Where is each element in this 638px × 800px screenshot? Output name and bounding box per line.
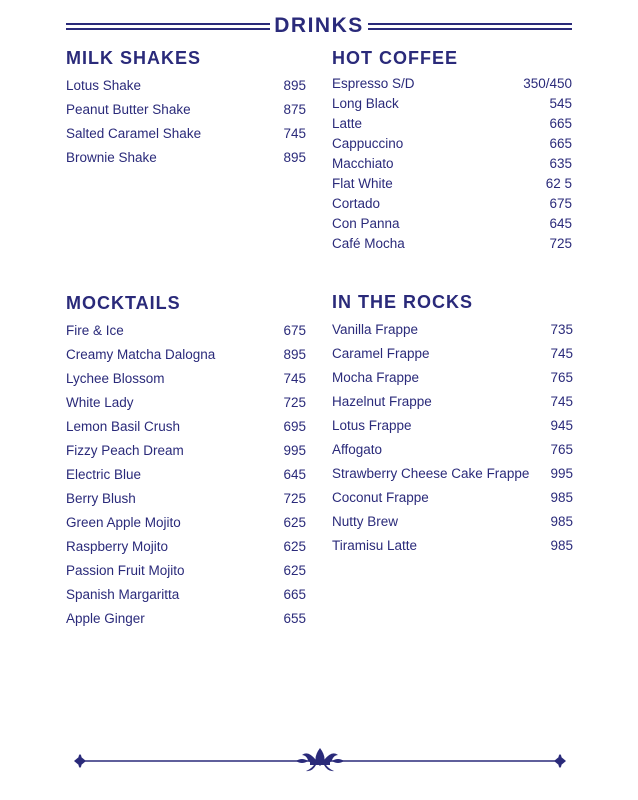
item-price: 725: [283, 395, 306, 410]
menu-item: [332, 194, 572, 214]
item-name: Lotus Shake: [66, 78, 142, 93]
item-price: 875: [283, 102, 306, 117]
menu-item: [66, 391, 306, 415]
item-name: Fire & Ice: [66, 323, 124, 338]
item-name: Long Black: [332, 96, 399, 111]
menu-item: [332, 366, 573, 390]
section-heading: IN THE ROCKS: [332, 292, 474, 312]
menu-item: [66, 98, 306, 122]
item-name: Coconut Frappe: [332, 490, 429, 505]
item-price: 645: [283, 467, 306, 482]
item-price: 350/450: [523, 76, 572, 91]
section-heading: MILK SHAKES: [66, 48, 202, 68]
item-name: Mocha Frappe: [332, 370, 420, 385]
item-list: [66, 319, 306, 631]
item-price: 655: [283, 611, 306, 626]
item-price: 725: [283, 491, 306, 506]
title-rule-left: [66, 23, 270, 30]
item-price: 665: [549, 116, 572, 131]
menu-item: [332, 318, 573, 342]
bottom-ornament: [70, 746, 570, 776]
menu-item: [332, 94, 572, 114]
item-price: 985: [550, 538, 573, 553]
item-price: 62 5: [545, 176, 572, 191]
menu-item: [332, 174, 572, 194]
item-name: Lotus Frappe: [332, 418, 412, 433]
item-price: 695: [283, 419, 306, 434]
item-name: Electric Blue: [66, 467, 142, 482]
item-name: Creamy Matcha Dalogna: [66, 347, 216, 362]
item-name: Macchiato: [332, 156, 394, 171]
menu-item: [332, 486, 573, 510]
item-name: Affogato: [332, 442, 383, 457]
section-hot-coffee: [332, 46, 572, 254]
menu-item: [66, 367, 306, 391]
menu-item: [66, 607, 306, 631]
item-price: 675: [283, 323, 306, 338]
menu-item: [66, 122, 306, 146]
title-row: [66, 14, 572, 40]
menu-item: [332, 462, 573, 486]
item-name: Tiramisu Latte: [332, 538, 418, 553]
item-name: Latte: [332, 116, 363, 131]
item-price: 665: [549, 136, 572, 151]
menu-item: [332, 438, 573, 462]
section-mocktails: [66, 291, 306, 631]
item-name: Spanish Margaritta: [66, 587, 180, 602]
item-list: [332, 318, 573, 558]
menu-item: [332, 414, 573, 438]
menu-item: [332, 390, 573, 414]
section-milk-shakes: [66, 46, 306, 170]
section-heading: MOCKTAILS: [66, 293, 181, 313]
item-price: 995: [550, 466, 573, 481]
item-price: 545: [549, 96, 572, 111]
menu-item: [66, 535, 306, 559]
item-price: 765: [550, 442, 573, 457]
menu-item: [332, 214, 572, 234]
item-name: Cappuccino: [332, 136, 404, 151]
menu-item: [66, 511, 306, 535]
item-price: 995: [283, 443, 306, 458]
item-name: Strawberry Cheese Cake Frappe: [332, 466, 530, 481]
menu-item: [66, 487, 306, 511]
menu-item: [66, 343, 306, 367]
item-price: 895: [283, 150, 306, 165]
menu-item: [332, 510, 573, 534]
item-name: White Lady: [66, 395, 134, 410]
menu-item: [332, 534, 573, 558]
item-name: Apple Ginger: [66, 611, 145, 626]
item-price: 745: [283, 126, 306, 141]
item-price: 895: [283, 78, 306, 93]
menu-item: [66, 319, 306, 343]
item-name: Flat White: [332, 176, 393, 191]
menu-item: [66, 415, 306, 439]
item-name: Peanut Butter Shake: [66, 102, 191, 117]
section-heading: HOT COFFEE: [332, 48, 458, 68]
item-name: Lychee Blossom: [66, 371, 165, 386]
item-price: 735: [550, 322, 573, 337]
item-name: Berry Blush: [66, 491, 136, 506]
fleur-de-lis-divider-icon: [70, 746, 570, 776]
item-price: 985: [550, 490, 573, 505]
menu-item: [332, 134, 572, 154]
item-name: Nutty Brew: [332, 514, 399, 529]
menu-item: [332, 234, 572, 254]
item-list: [332, 74, 572, 254]
item-price: 625: [283, 515, 306, 530]
page-title: DRINKS: [274, 14, 364, 37]
item-name: Green Apple Mojito: [66, 515, 181, 530]
item-price: 625: [283, 563, 306, 578]
item-name: Hazelnut Frappe: [332, 394, 432, 409]
item-name: Brownie Shake: [66, 150, 157, 165]
item-price: 895: [283, 347, 306, 362]
item-price: 745: [550, 346, 573, 361]
menu-item: [66, 74, 306, 98]
menu-item: [66, 463, 306, 487]
title-rule-right: [368, 23, 572, 30]
menu-item: [332, 114, 572, 134]
item-name: Vanilla Frappe: [332, 322, 419, 337]
item-price: 745: [550, 394, 573, 409]
item-name: Fizzy Peach Dream: [66, 443, 184, 458]
item-price: 635: [549, 156, 572, 171]
item-name: Con Panna: [332, 216, 400, 231]
item-price: 645: [549, 216, 572, 231]
item-price: 985: [550, 514, 573, 529]
menu-item: [332, 74, 572, 94]
item-price: 745: [283, 371, 306, 386]
menu-item: [332, 154, 572, 174]
item-name: Espresso S/D: [332, 76, 415, 91]
item-price: 765: [550, 370, 573, 385]
item-name: Caramel Frappe: [332, 346, 430, 361]
item-price: 665: [283, 587, 306, 602]
menu-item: [66, 559, 306, 583]
menu-item: [66, 583, 306, 607]
item-name: Cortado: [332, 196, 381, 211]
item-name: Raspberry Mojito: [66, 539, 169, 554]
item-price: 675: [549, 196, 572, 211]
item-name: Café Mocha: [332, 236, 405, 251]
item-name: Salted Caramel Shake: [66, 126, 202, 141]
item-list: [66, 74, 306, 170]
item-name: Lemon Basil Crush: [66, 419, 181, 434]
item-name: Passion Fruit Mojito: [66, 563, 185, 578]
item-price: 625: [283, 539, 306, 554]
item-price: 945: [550, 418, 573, 433]
menu-item: [66, 439, 306, 463]
item-price: 725: [549, 236, 572, 251]
menu-item: [66, 146, 306, 170]
menu-item: [332, 342, 573, 366]
section-in-the-rocks: [332, 290, 573, 558]
